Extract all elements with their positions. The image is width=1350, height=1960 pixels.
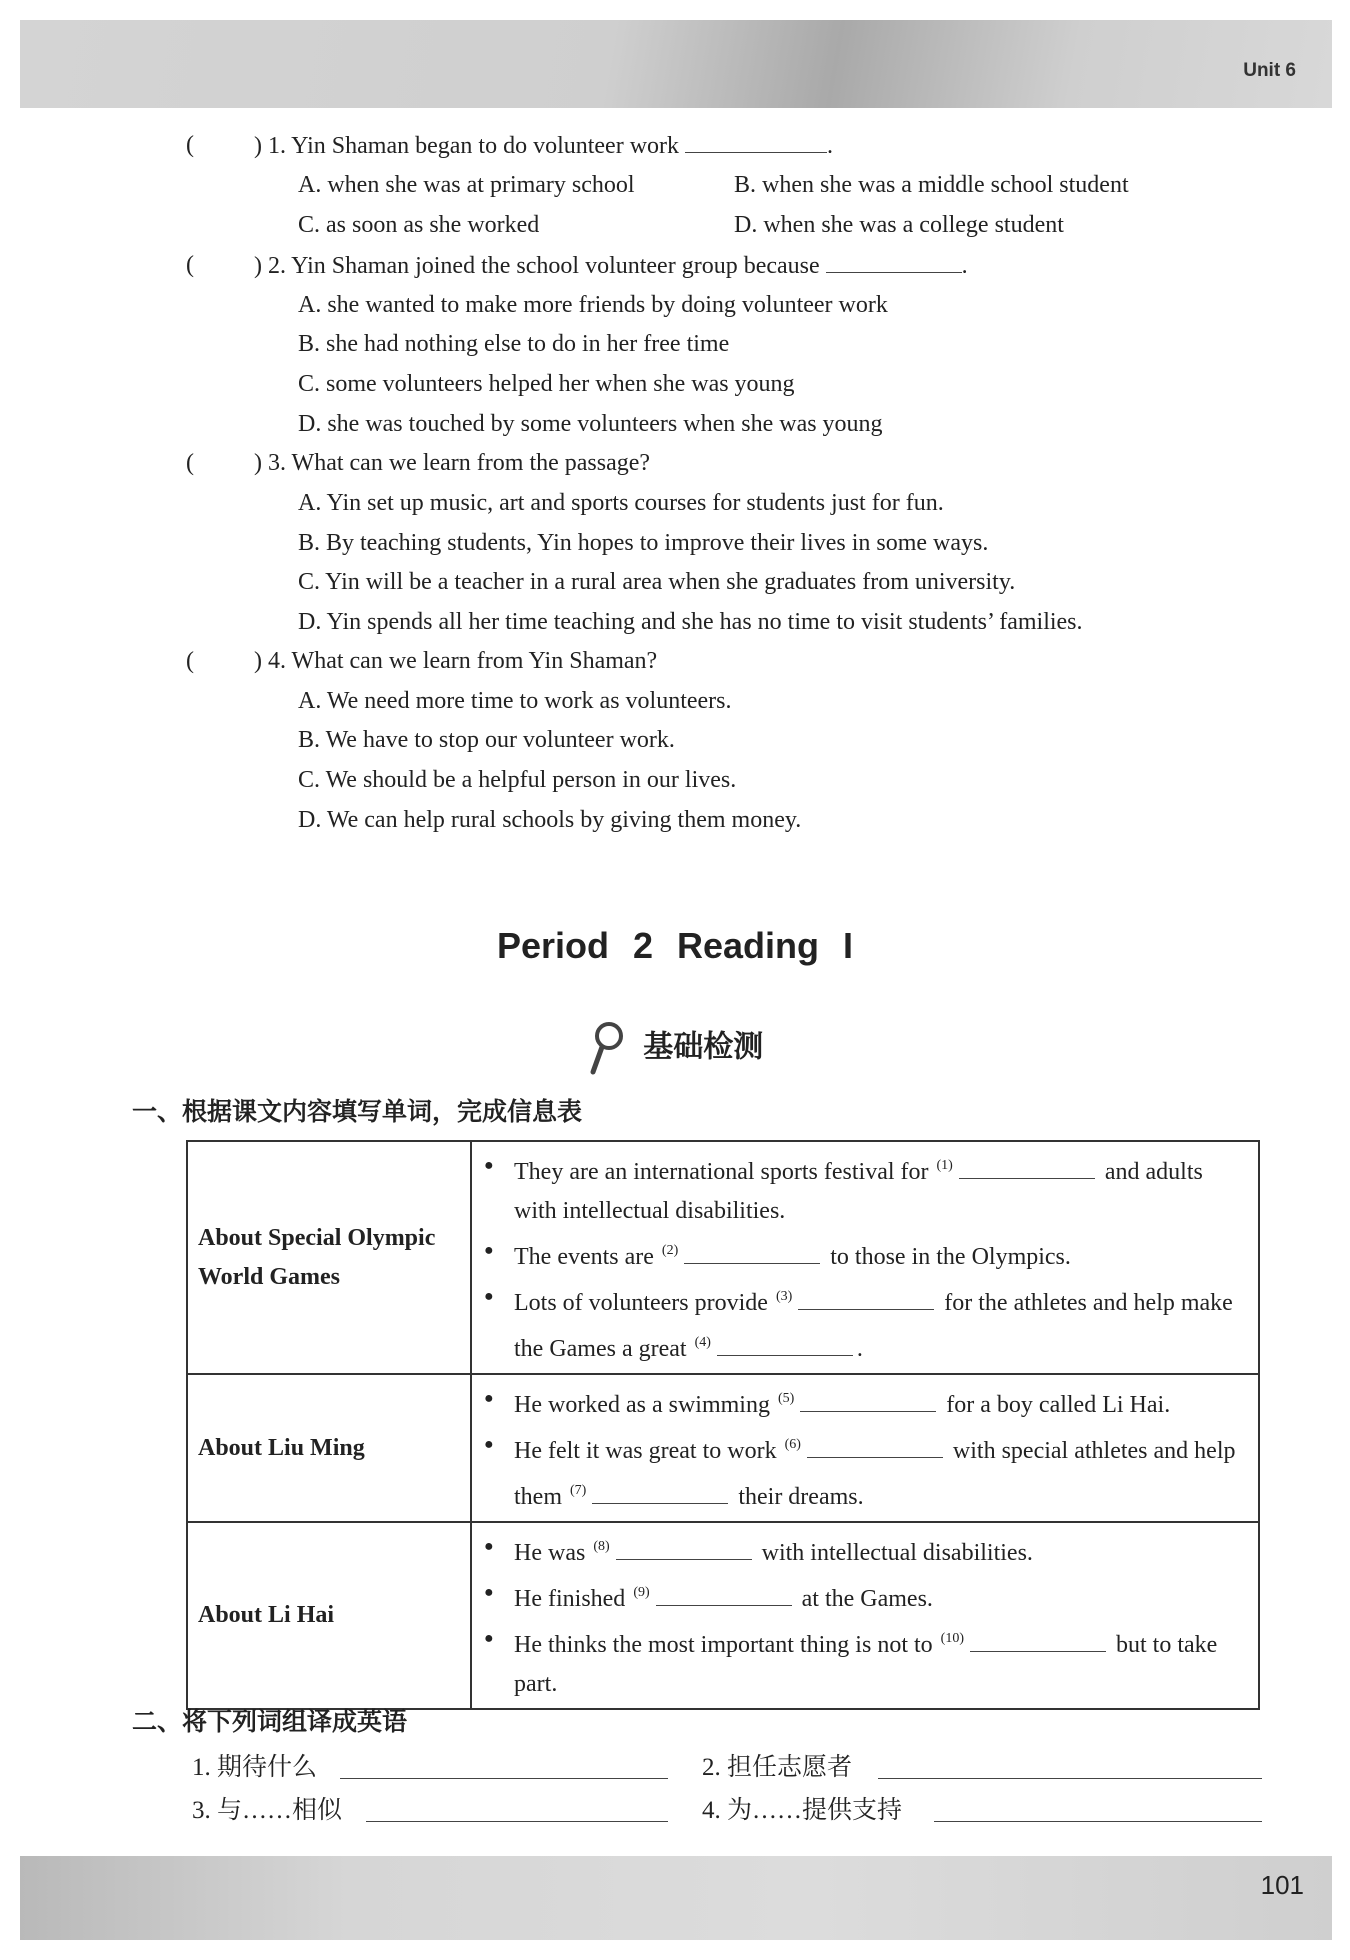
info-table: [186, 1140, 1260, 1710]
question-stem: ) 4. What can we learn from Yin Shaman?: [254, 648, 658, 674]
row-label: About Liu Ming: [187, 1374, 471, 1522]
fill-blank[interactable]: [798, 1285, 934, 1310]
option-b: B. when she was a middle school student: [734, 172, 1129, 198]
answer-blank[interactable]: [685, 130, 827, 153]
answer-paren: (: [186, 450, 194, 476]
list-item: ● He finished $^{(9)}$ at the Games.: [482, 1573, 1244, 1619]
answer-paren: (: [186, 648, 194, 674]
option-b: B. she had nothing else to do in her free time: [298, 331, 730, 357]
table-row: [187, 1141, 1259, 1374]
fill-blank[interactable]: [800, 1387, 936, 1412]
row-content: [471, 1141, 1259, 1374]
magnifier-icon: [587, 1030, 643, 1065]
fill-blank[interactable]: [970, 1627, 1106, 1652]
fill-blank[interactable]: [959, 1154, 1095, 1179]
fill-blank[interactable]: [656, 1581, 792, 1606]
stem-end: .: [961, 253, 968, 279]
period-title: Period 2 Reading I: [496, 925, 854, 966]
option-c: C. some volunteers helped her when she was young: [298, 371, 795, 397]
option-d: D. when she was a college student: [734, 212, 1064, 238]
translation-blank-2[interactable]: [878, 1777, 1262, 1779]
fill-blank[interactable]: [717, 1331, 853, 1356]
option-b: B. We have to stop our volunteer work.: [298, 727, 675, 753]
row-label: About Special Olympic World Games: [187, 1141, 471, 1374]
question-stem: ) 2. Yin Shaman joined the school volunteer group because: [254, 253, 820, 279]
list-item: ● They are an international sports festival for $^{(1)}$ and adults with intellectual disabilities.: [482, 1146, 1244, 1231]
option-c: C. We should be a helpful person in our lives.: [298, 767, 737, 793]
part-2-title: 二、将下列词组译成英语: [132, 1707, 408, 1736]
unit-label: Unit 6: [1243, 60, 1296, 81]
answer-blank[interactable]: [826, 250, 962, 273]
answer-paren: (: [186, 252, 194, 278]
translation-item-1: 1. 期待什么: [192, 1754, 318, 1781]
stem-end: .: [827, 133, 834, 159]
translation-item-4: 4. 为……提供支持: [702, 1797, 903, 1824]
list-item: ● He was $^{(8)}$ with intellectual disabilities.: [482, 1527, 1244, 1573]
table-row: [187, 1522, 1259, 1709]
row-label: About Li Hai: [187, 1522, 471, 1709]
list-item: ● Lots of volunteers provide $^{(3)}$ for the athletes and help make the Games a great $^{(4)}$ .: [482, 1277, 1244, 1369]
fill-blank[interactable]: [616, 1535, 752, 1560]
option-a: A. Yin set up music, art and sports courses for students just for fun.: [298, 490, 944, 516]
section-heading: [0, 1020, 1350, 1076]
option-a: A. when she was at primary school: [298, 172, 635, 198]
footer-band: [20, 1856, 1332, 1940]
option-a: A. she wanted to make more friends by doing volunteer work: [298, 292, 888, 318]
list-item: ● The events are $^{(2)}$ to those in the Olympics.: [482, 1231, 1244, 1277]
translation-item-2: 2. 担任志愿者: [702, 1754, 853, 1781]
header-band: [20, 20, 1332, 108]
list-item: ● He thinks the most important thing is not to $^{(10)}$ but to take part.: [482, 1619, 1244, 1704]
page-number: 101: [1260, 1870, 1304, 1900]
question-stem: ) 1. Yin Shaman began to do volunteer work: [254, 133, 680, 159]
answer-paren: (: [186, 132, 194, 158]
option-c: C. as soon as she worked: [298, 212, 540, 238]
list-item: ● He worked as a swimming $^{(5)}$ for a boy called Li Hai.: [482, 1379, 1244, 1425]
option-d: D. she was touched by some volunteers when she was young: [298, 411, 883, 437]
list-item: ● He felt it was great to work $^{(6)}$ with special athletes and help them $^{(7)}$ their dreams.: [482, 1425, 1244, 1517]
fill-blank[interactable]: [684, 1239, 820, 1264]
question-stem: ) 3. What can we learn from the passage?: [254, 450, 651, 476]
row-content: [471, 1522, 1259, 1709]
option-d: D. Yin spends all her time teaching and she has no time to visit students’ families.: [298, 609, 1083, 635]
part-1-title: 一、根据课文内容填写单词，完成信息表: [132, 1097, 583, 1126]
translation-blank-3[interactable]: [366, 1820, 668, 1822]
translation-blank-4[interactable]: [934, 1820, 1262, 1822]
option-c: C. Yin will be a teacher in a rural area when she graduates from university.: [298, 569, 1016, 595]
row-content: [471, 1374, 1259, 1522]
table-row: [187, 1374, 1259, 1522]
section-heading-text: 基础检测: [643, 1029, 764, 1065]
fill-blank[interactable]: [592, 1479, 728, 1504]
option-a: A. We need more time to work as volunteers.: [298, 688, 732, 714]
fill-blank[interactable]: [807, 1433, 943, 1458]
translation-item-3: 3. 与……相似: [192, 1797, 343, 1824]
option-b: B. By teaching students, Yin hopes to improve their lives in some ways.: [298, 530, 989, 556]
option-d: D. We can help rural schools by giving them money.: [298, 807, 802, 833]
translation-blank-1[interactable]: [340, 1777, 668, 1779]
